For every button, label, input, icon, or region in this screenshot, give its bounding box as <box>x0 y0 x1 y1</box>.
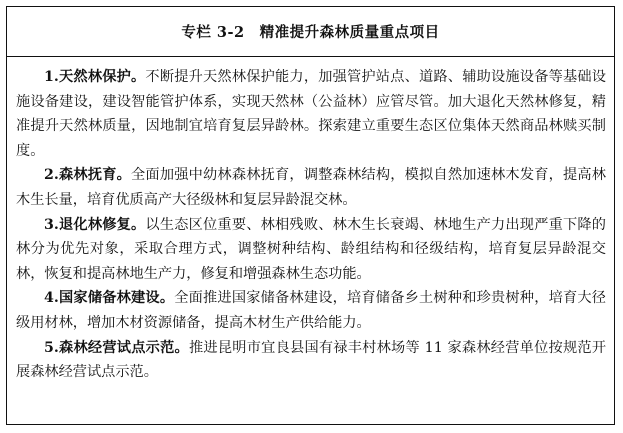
item-text: 全面加强中幼林森林抚育，调整森林结构，模拟自然加速林木发育，提高林木生长量，培育优质高产大径级林和复层异龄混交林。 <box>16 167 606 208</box>
item-heading: 5.森林经营试点示范。 <box>44 339 189 356</box>
item-text: 全面推进国家储备林建设，培育储备乡土树种和珍贵树种，培育大径级用材林，增加木材资源储备，提高木材生产供给能力。 <box>16 290 606 331</box>
item-paragraph <box>16 336 606 385</box>
item-paragraph <box>16 213 606 287</box>
item-paragraph <box>16 65 606 163</box>
item-text: 以生态区位重要、林相残败、林木生长衰竭、林地生产力出现严重下降的林分为优先对象，采取合理方式，调整树种结构、龄组结构和径级结构，培育复层异龄混交林，恢复和提高林地生产力，修复和增强森林生态功能。 <box>16 216 606 282</box>
item-heading: 4.国家储备林建设。 <box>44 290 175 307</box>
item-heading: 2.森林抚育。 <box>44 167 132 184</box>
item-heading: 3.退化林修复。 <box>44 216 146 233</box>
box-title: 专栏 3-2 精准提升森林质量重点项目 <box>7 7 614 57</box>
item-heading: 1.天然林保护。 <box>44 69 146 85</box>
item-text: 不断提升天然林保护能力，加强管护站点、道路、辅助设施设备等基础设施设备建设，建设智能管护体系，实现天然林（公益林）应管尽管。加大退化天然林修复，精准提升天然林质量，因地制宜培育复层异龄林。探索建立重要生态区位集体天然商品林赎买制度。 <box>16 69 606 159</box>
box-content <box>7 57 614 385</box>
feature-box <box>6 6 615 425</box>
item-paragraph <box>16 286 606 335</box>
item-text: 推进昆明市宜良县国有禄丰村林场等 11 家森林经营单位按规范开展森林经营试点示范。 <box>16 339 607 381</box>
item-paragraph <box>16 163 606 212</box>
